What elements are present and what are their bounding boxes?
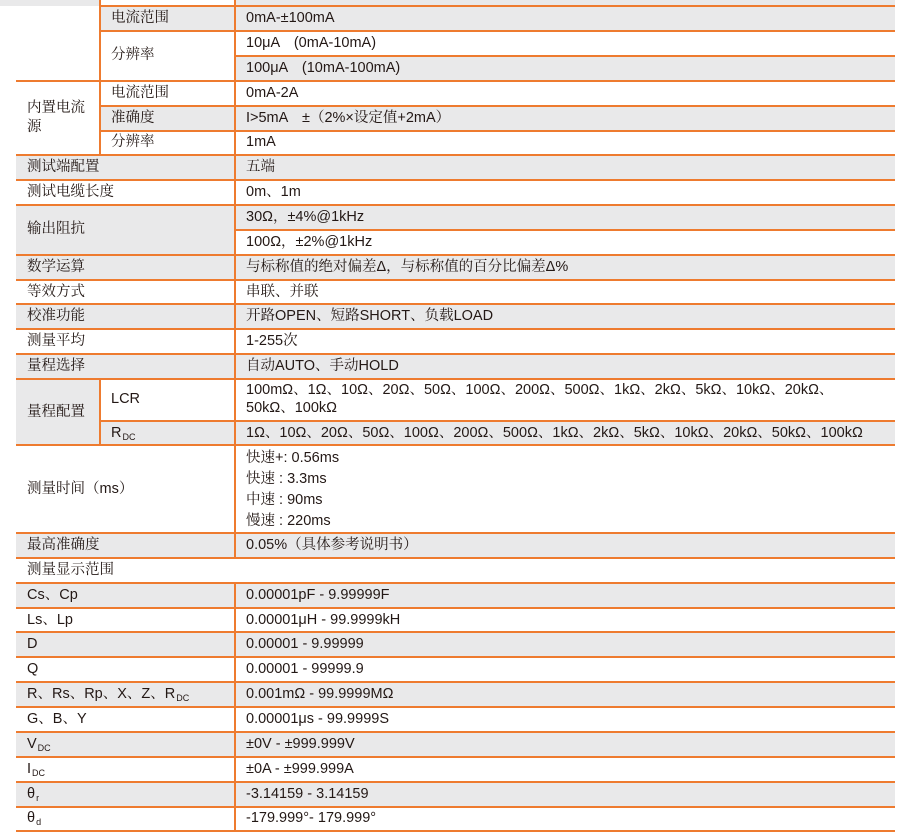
display-range-label [27, 810, 41, 831]
current-range-value: 0mA-±100mA [246, 10, 335, 26]
row-line [235, 229, 895, 231]
row-shade [100, 106, 895, 131]
display-range-label-main: R、Rs、Rp、X、Z、R [27, 686, 176, 702]
calibration-value: 开路OPEN、短路SHORT、负载LOAD [246, 308, 494, 324]
row-shade [16, 583, 895, 608]
internal-current-range-label: 电流范围 [111, 85, 169, 101]
display-range-label-sub: DC [37, 743, 51, 753]
row-line [16, 204, 895, 206]
row-line [16, 731, 895, 733]
terminal-config-label: 测试端配置 [27, 159, 100, 175]
output-impedance-label: 输出阻抗 [27, 221, 85, 237]
display-range-value: ±0A - ±999.999A [246, 761, 354, 777]
row-shade [0, 0, 100, 6]
row-shade [16, 632, 895, 657]
current-range-label: 电流范围 [111, 10, 169, 26]
row-line [100, 420, 895, 422]
display-range-value: ±0V - ±999.999V [246, 736, 355, 752]
display-range-label-main: θ [27, 810, 36, 826]
display-range-value: 0.00001 - 9.99999 [246, 636, 364, 652]
best-accuracy-value: 0.05%（具体参考说明书） [246, 537, 418, 553]
cable-length-value: 0m、1m [246, 184, 301, 200]
column-line [99, 80, 101, 155]
row-line [16, 303, 895, 305]
lcr-range-values: 100mΩ、1Ω、10Ω、20Ω、50Ω、100Ω、200Ω、500Ω、1kΩ、2kΩ、5kΩ、10kΩ、20kΩ、 [246, 382, 834, 398]
internal-current-range-value: 0mA-2A [246, 85, 299, 101]
row-line [100, 30, 895, 32]
display-range-value: 0.00001pF - 9.99999F [246, 587, 390, 603]
display-range-value: 0.00001μs - 99.9999S [246, 711, 389, 727]
row-line [16, 328, 895, 330]
row-line [16, 378, 895, 380]
display-range-label [27, 686, 189, 707]
display-range-label [27, 761, 45, 782]
internal-source-group-label: 内置电流 [27, 100, 85, 116]
row-line [16, 681, 895, 683]
measure-time-value: 慢速 : 220ms [246, 513, 331, 529]
rdc-label [111, 425, 135, 446]
display-range-value: -3.14159 - 3.14159 [246, 786, 369, 802]
row-shade [16, 533, 895, 558]
row-line [100, 105, 895, 107]
row-line [16, 607, 895, 609]
row-line [16, 254, 895, 256]
rdc-range-values: 1Ω、10Ω、20Ω、50Ω、100Ω、200Ω、500Ω、1kΩ、2kΩ、5kΩ、10kΩ、20kΩ、50kΩ、100kΩ [246, 425, 863, 441]
row-line [16, 656, 895, 658]
display-range-label-main: I [27, 761, 32, 777]
row-line [16, 582, 895, 584]
display-range-heading: 测量显示范围 [27, 562, 114, 578]
row-line [100, 5, 895, 7]
display-range-value: 0.001mΩ - 99.9999MΩ [246, 686, 394, 702]
row-shade [100, 6, 895, 31]
cable-length-label: 测试电缆长度 [27, 184, 114, 200]
accuracy-label: 准确度 [111, 110, 155, 126]
resolution-label: 分辨率 [111, 47, 155, 63]
column-line [99, 0, 101, 80]
measure-time-value: 中速 : 90ms [246, 492, 323, 508]
equivalent-mode-value: 串联、并联 [246, 284, 319, 300]
row-shade [16, 354, 895, 379]
averaging-value: 1-255次 [246, 333, 298, 349]
internal-resolution-value: 1mA [246, 134, 276, 150]
row-line [16, 806, 895, 808]
display-range-label: Cs、Cp [27, 587, 78, 603]
row-line [16, 532, 895, 534]
display-range-label-main: V [27, 736, 37, 752]
terminal-config-value: 五端 [246, 159, 275, 175]
display-range-label: Ls、Lp [27, 612, 73, 628]
lcr-range-values: 50kΩ、100kΩ [246, 400, 338, 416]
row-shade [16, 155, 895, 180]
row-line [16, 353, 895, 355]
row-line [16, 557, 895, 559]
measure-time-label: 测量时间（ms） [27, 481, 134, 497]
display-range-label: G、B、Y [27, 711, 87, 727]
math-label: 数学运算 [27, 259, 85, 275]
row-line [100, 130, 895, 132]
display-range-label: D [27, 636, 38, 652]
row-line [16, 631, 895, 633]
display-range-value: -179.999°- 179.999° [246, 810, 377, 826]
display-range-label [27, 736, 51, 757]
row-line [16, 154, 895, 156]
output-impedance-value: 30Ω，±4%@1kHz [246, 209, 365, 225]
range-select-value: 自动AUTO、手动HOLD [246, 358, 399, 374]
row-line [16, 279, 895, 281]
row-line [16, 80, 895, 82]
row-line [16, 781, 895, 783]
column-line [99, 379, 101, 445]
measure-time-value: 快速+: 0.56ms [246, 450, 340, 466]
internal-resolution-label: 分辨率 [111, 134, 155, 150]
display-range-label-main: θ [27, 786, 36, 802]
calibration-label: 校准功能 [27, 308, 85, 324]
row-line [16, 756, 895, 758]
output-impedance-value: 100Ω，±2%@1kHz [246, 234, 373, 250]
row-shade [16, 782, 895, 807]
row-line [235, 55, 895, 57]
range-select-label: 量程选择 [27, 358, 85, 374]
measure-time-value: 快速 : 3.3ms [246, 471, 327, 487]
row-line [16, 444, 895, 446]
equivalent-mode-label: 等效方式 [27, 284, 85, 300]
row-line [16, 179, 895, 181]
internal-source-group-label: 源 [27, 119, 42, 135]
rdc-label-sub: DC [122, 432, 136, 442]
averaging-label: 测量平均 [27, 333, 85, 349]
resolution-value: 10μA (0mA-10mA) [246, 35, 377, 51]
display-range-label [27, 786, 39, 807]
best-accuracy-label: 最高准确度 [27, 537, 100, 553]
range-config-label: 量程配置 [27, 404, 85, 420]
display-range-value: 0.00001 - 99999.9 [246, 661, 364, 677]
display-range-label: Q [27, 661, 39, 677]
display-range-label-sub: DC [176, 693, 190, 703]
accuracy-value: I>5mA ±（2%×设定值+2mA） [246, 110, 451, 126]
display-range-label-sub: DC [32, 768, 46, 778]
math-value: 与标称值的绝对偏差Δ，与标称值的百分比偏差Δ% [246, 259, 569, 275]
row-shade [16, 732, 895, 757]
display-range-value: 0.00001μH - 99.9999kH [246, 612, 401, 628]
lcr-label: LCR [111, 391, 141, 407]
rdc-label-main: R [111, 425, 122, 441]
resolution-value: 100μA (10mA-100mA) [246, 60, 401, 76]
display-range-label-sub: d [36, 817, 42, 827]
display-range-label-sub: r [36, 793, 40, 803]
